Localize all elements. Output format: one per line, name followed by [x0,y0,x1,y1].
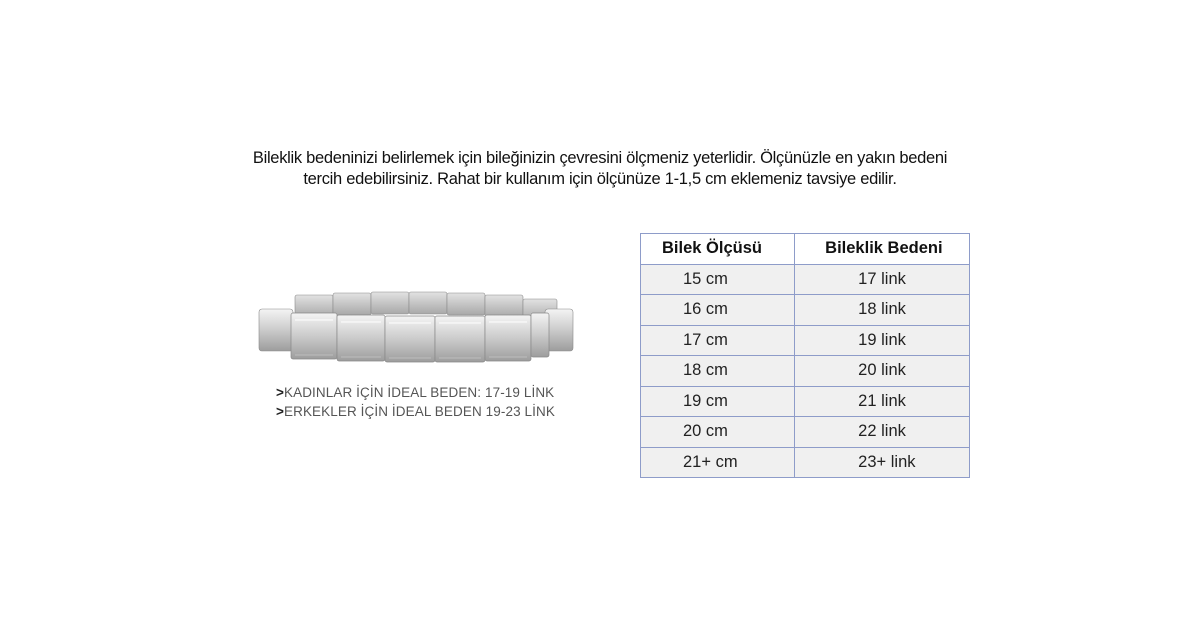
wrist-size-cell: 19 cm [641,386,795,417]
wrist-size-cell: 20 cm [641,417,795,448]
bracelet-size-cell: 18 link [795,295,970,326]
header-wrist-size: Bilek Ölçüsü [641,234,795,265]
size-guide-intro [200,148,1000,190]
ideal-women-text: KADINLAR İÇİN İDEAL BEDEN: 17-19 LİNK [283,385,555,400]
ideal-women [276,383,555,402]
bracelet-size-cell: 17 link [795,264,970,295]
intro-line-2: tercih edebilirsiniz. Rahat bir kullanım için ölçünüze 1-1,5 cm eklemeniz tavsiye edilir. [303,170,897,188]
ideal-size-notes [276,383,555,421]
table-row [641,447,970,478]
ideal-men [276,402,555,421]
bracelet-size-cell: 23+ link [795,447,970,478]
bracelet-size-cell: 20 link [795,356,970,387]
wrist-size-cell: 17 cm [641,325,795,356]
ideal-women-prefix: > [276,385,284,400]
table-row [641,264,970,295]
table-header-row [641,234,970,265]
ideal-men-text: ERKEKLER İÇİN İDEAL BEDEN 19-23 LİNK [283,404,555,419]
wrist-size-cell: 16 cm [641,295,795,326]
size-table [640,233,970,478]
table-row [641,356,970,387]
table-row [641,386,970,417]
table-row [641,417,970,448]
intro-line-1: Bileklik bedeninizi belirlemek için bileğinizin çevresini ölçmeniz yeterlidir. Ölçünüzle en yakın bedeni [252,149,948,167]
bracelet-size-cell: 22 link [795,417,970,448]
ideal-men-prefix: > [276,404,284,419]
bracelet-size-cell: 21 link [795,386,970,417]
table-row [641,325,970,356]
wrist-size-cell: 15 cm [641,264,795,295]
bracelet-size-cell: 19 link [795,325,970,356]
bracelet-image [255,287,575,367]
table-row [641,295,970,326]
wrist-size-cell: 18 cm [641,356,795,387]
header-bracelet-size: Bileklik Bedeni [795,234,970,265]
wrist-size-cell: 21+ cm [641,447,795,478]
